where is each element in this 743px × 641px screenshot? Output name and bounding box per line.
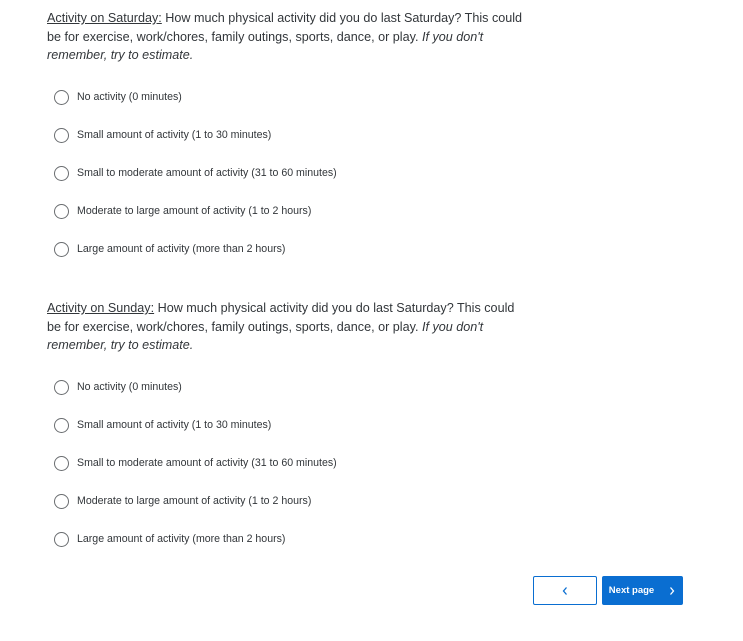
option-label: Large amount of activity (more than 2 hours) xyxy=(77,533,286,545)
option-label: No activity (0 minutes) xyxy=(77,91,182,103)
radio-button[interactable] xyxy=(54,204,69,219)
radio-button[interactable] xyxy=(54,242,69,257)
option-large-amount[interactable] xyxy=(54,230,337,268)
radio-button[interactable] xyxy=(54,380,69,395)
chevron-left-icon xyxy=(561,586,569,596)
question-sunday xyxy=(47,299,527,545)
radio-button[interactable] xyxy=(54,128,69,143)
answer-options xyxy=(54,368,337,558)
question-hint: If you don't remember, try to estimate. xyxy=(47,319,484,352)
option-moderate-to-large[interactable] xyxy=(54,482,337,520)
option-label: Small amount of activity (1 to 30 minutes) xyxy=(77,129,272,141)
option-no-activity[interactable] xyxy=(54,368,337,406)
question-body: How much physical activity did you do last Saturday? This could be for exercise, work/chores, family outings, sports, dance, or play. xyxy=(47,301,515,334)
chevron-right-icon xyxy=(668,586,676,596)
question-hint: If you don't remember, try to estimate. xyxy=(47,29,484,62)
option-small-amount[interactable] xyxy=(54,116,337,154)
next-page-label: Next page xyxy=(608,585,655,596)
previous-page-button[interactable] xyxy=(533,576,597,605)
option-small-to-moderate[interactable] xyxy=(54,444,337,482)
question-saturday xyxy=(47,9,527,255)
radio-button[interactable] xyxy=(54,90,69,105)
radio-button[interactable] xyxy=(54,418,69,433)
radio-button[interactable] xyxy=(54,494,69,509)
option-label: Small to moderate amount of activity (31 to 60 minutes) xyxy=(77,457,337,469)
question-body: How much physical activity did you do last Saturday? This could be for exercise, work/chores, family outings, sports, dance, or play. xyxy=(47,11,523,44)
page-navigation xyxy=(533,576,683,605)
option-moderate-to-large[interactable] xyxy=(54,192,337,230)
question-heading: Activity on Saturday: xyxy=(47,11,162,25)
option-label: Large amount of activity (more than 2 hours) xyxy=(77,243,286,255)
option-no-activity[interactable] xyxy=(54,78,337,116)
option-label: Moderate to large amount of activity (1 to 2 hours) xyxy=(77,495,312,507)
option-large-amount[interactable] xyxy=(54,520,337,558)
next-page-button[interactable] xyxy=(602,576,683,605)
option-label: Moderate to large amount of activity (1 to 2 hours) xyxy=(77,205,312,217)
radio-button[interactable] xyxy=(54,166,69,181)
radio-button[interactable] xyxy=(54,456,69,471)
radio-button[interactable] xyxy=(54,532,69,547)
question-text xyxy=(47,299,527,355)
option-label: Small amount of activity (1 to 30 minutes) xyxy=(77,419,272,431)
option-label: Small to moderate amount of activity (31 to 60 minutes) xyxy=(77,167,337,179)
option-small-to-moderate[interactable] xyxy=(54,154,337,192)
question-text xyxy=(47,9,527,65)
answer-options xyxy=(54,78,337,268)
question-heading: Activity on Sunday: xyxy=(47,301,155,315)
option-label: No activity (0 minutes) xyxy=(77,381,182,393)
option-small-amount[interactable] xyxy=(54,406,337,444)
